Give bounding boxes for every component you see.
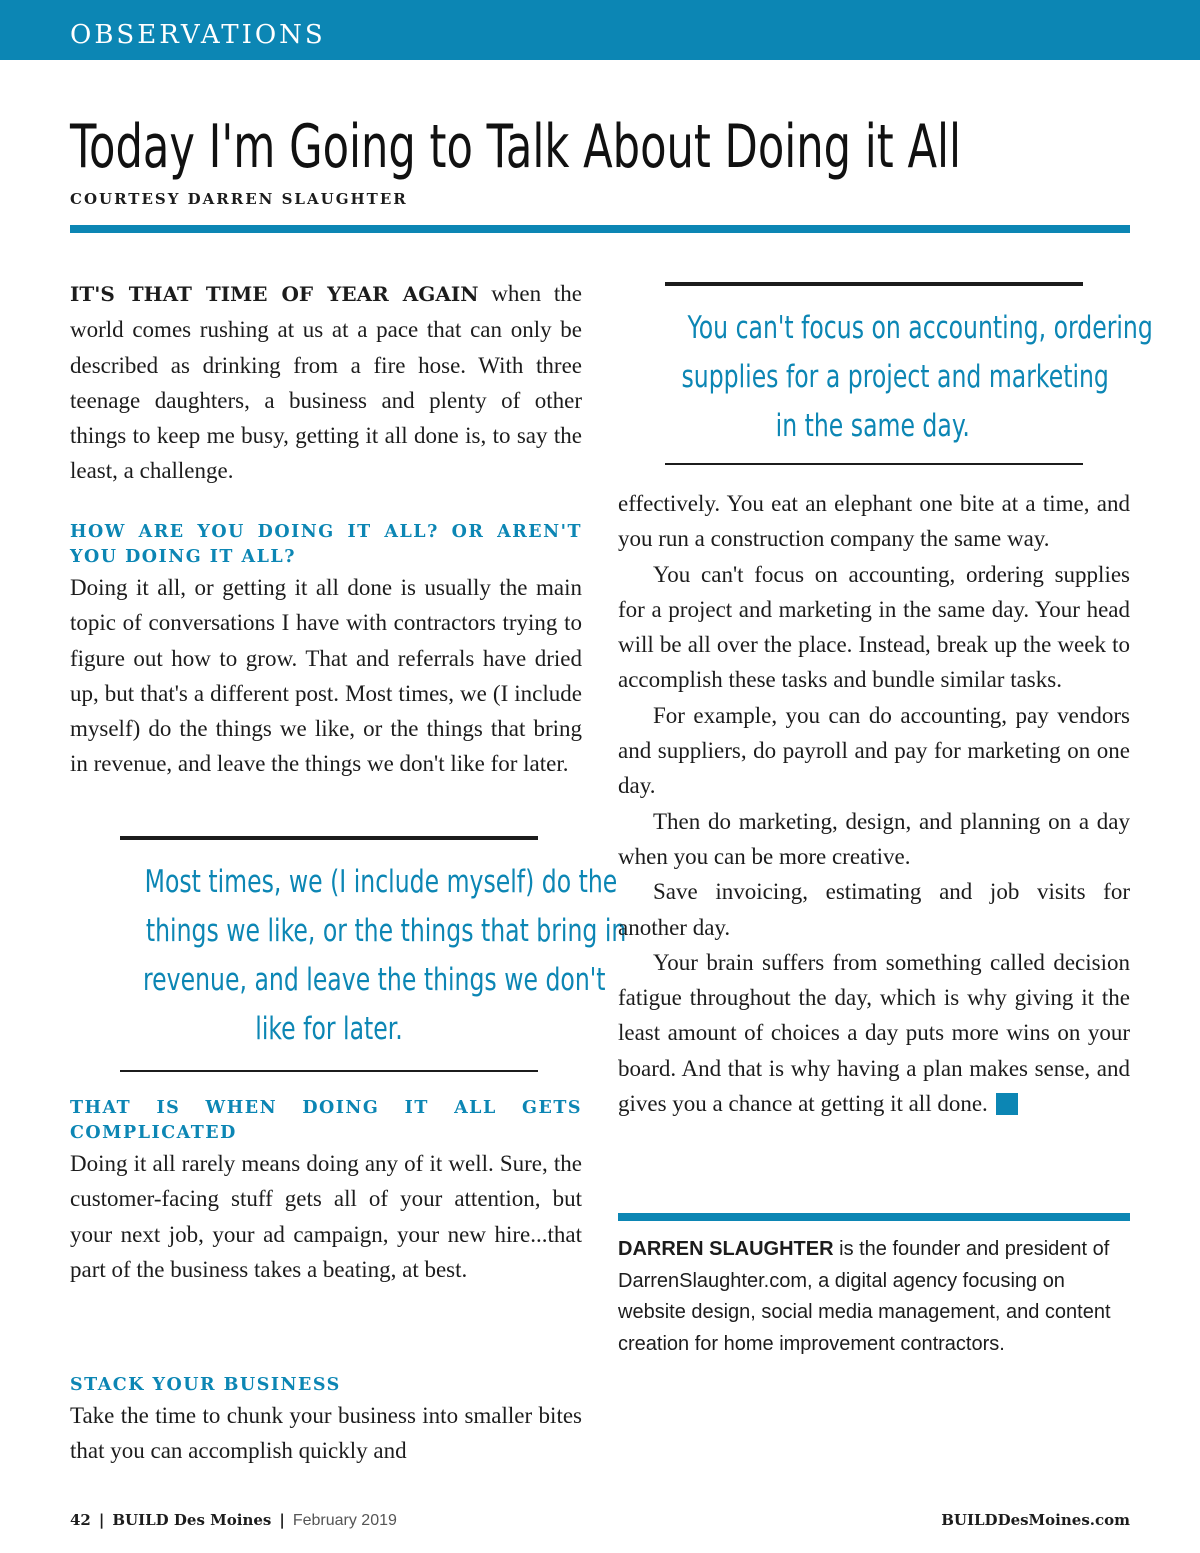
body-paragraph: Doing it all rarely means doing any of it well. Sure, the customer-facing stuff gets all of your attention, but your next job, your ad campaign, your new hire...that part of the business takes a beating, at best.	[70, 1151, 582, 1282]
pullquote-line: things we like, or the things that bring in	[145, 913, 627, 949]
pullquote-line: like for later.	[255, 1011, 403, 1047]
body-paragraph: Save invoicing, estimating and job visits for another day.	[618, 879, 1130, 940]
page-number: 42	[70, 1511, 91, 1529]
left-column-intro	[70, 276, 582, 489]
bio-divider	[618, 1213, 1130, 1221]
lead-paragraph	[70, 276, 582, 489]
issue-date: February 2019	[292, 1512, 397, 1529]
body-paragraph: You can't focus on accounting, ordering supplies for a project and marketing in the same day. Your head will be all over the place. Instead, break up the week to accomplish these tasks and bundle similar tasks.	[618, 561, 1130, 693]
article-title: Today I'm Going to Talk About Doing it All	[70, 112, 962, 182]
pullquote-line: revenue, and leave the things we don't	[143, 962, 606, 998]
pullquote-line: Most times, we (I include myself) do the	[144, 864, 618, 900]
body-paragraph: Take the time to chunk your business into smaller bites that you can accomplish quickly and	[70, 1403, 582, 1464]
subhead-complicated: THAT IS WHEN DOING IT ALL GETS COMPLICATED	[70, 1098, 582, 1143]
title-divider	[70, 225, 1130, 233]
lead-text: when the world comes rushing at us at a pace that can only be described as drinking from a fire hose. With three teenage daughters, a business and plenty of other things to keep me busy, getting it all done is, to say the least, a challenge.	[70, 281, 582, 484]
subhead-stack-your-business: STACK YOUR BUSINESS	[70, 1375, 341, 1395]
byline: COURTESY DARREN SLAUGHTER	[70, 190, 408, 208]
footer-separator: |	[279, 1511, 285, 1529]
pullquote-line: You can't focus on accounting, ordering	[687, 310, 1153, 346]
left-column-section-3	[70, 1373, 582, 1469]
right-column-body	[618, 486, 1130, 1121]
author-name: DARREN SLAUGHTER	[618, 1238, 834, 1260]
closing-text: Your brain suffers from something called decision fatigue throughout the day, which is why giving it the least amount of choices a day puts more wins on your board. And that is why having a plan makes sense, and gives you a chance at getting it all done.	[618, 949, 1130, 1117]
section-label: OBSERVATIONS	[70, 20, 326, 50]
body-paragraph: Then do marketing, design, and planning on a day when you can be more creative.	[618, 808, 1130, 869]
body-paragraph: For example, you can do accounting, pay vendors and suppliers, do payroll and pay for marketing on one day.	[618, 702, 1130, 799]
pullquote-line: in the same day.	[775, 408, 971, 444]
pullquote-line: supplies for a project and marketing	[681, 359, 1109, 395]
footer-right	[941, 1508, 1130, 1532]
end-mark-icon: B	[996, 1093, 1018, 1115]
left-column-section-1	[70, 520, 582, 782]
subhead-how-are-you-doing-it-all: HOW ARE YOU DOING IT ALL? OR AREN'T YOU DOING IT ALL?	[70, 522, 582, 567]
lead-in: IT'S THAT TIME OF YEAR AGAIN	[70, 282, 479, 306]
pullquote-top-rule	[665, 282, 1083, 286]
author-bio	[618, 1234, 1130, 1360]
pullquote-bottom-rule	[665, 463, 1083, 465]
author-bio-text: is the founder and president of DarrenSlaughter.com, a digital agency focusing on website design, social media management, and content creation for home improvement contractors.	[618, 1238, 1111, 1355]
pullquote-top-rule	[120, 836, 538, 840]
footer-left	[70, 1508, 397, 1533]
body-paragraph: Doing it all, or getting it all done is usually the main topic of conversations I have with contractors trying to figure out how to grow. That and referrals have dried up, but that's a different post. Most times, we (I include myself) do the things we like, or the things that bring in revenue, and leave the things we don't like for later.	[70, 575, 582, 777]
publication-name: BUILD Des Moines	[112, 1511, 272, 1529]
left-column-section-2	[70, 1096, 582, 1287]
pullquote-bottom-rule	[120, 1070, 538, 1072]
publication-website: BUILDDesMoines.com	[941, 1511, 1130, 1529]
pullquote-2	[614, 304, 1153, 451]
body-paragraph: effectively. You eat an elephant one bite at a time, and you run a construction company the same way.	[618, 491, 1130, 552]
pullquote-1	[70, 858, 627, 1054]
footer-separator: |	[98, 1511, 105, 1529]
body-paragraph-closing	[618, 945, 1130, 1121]
